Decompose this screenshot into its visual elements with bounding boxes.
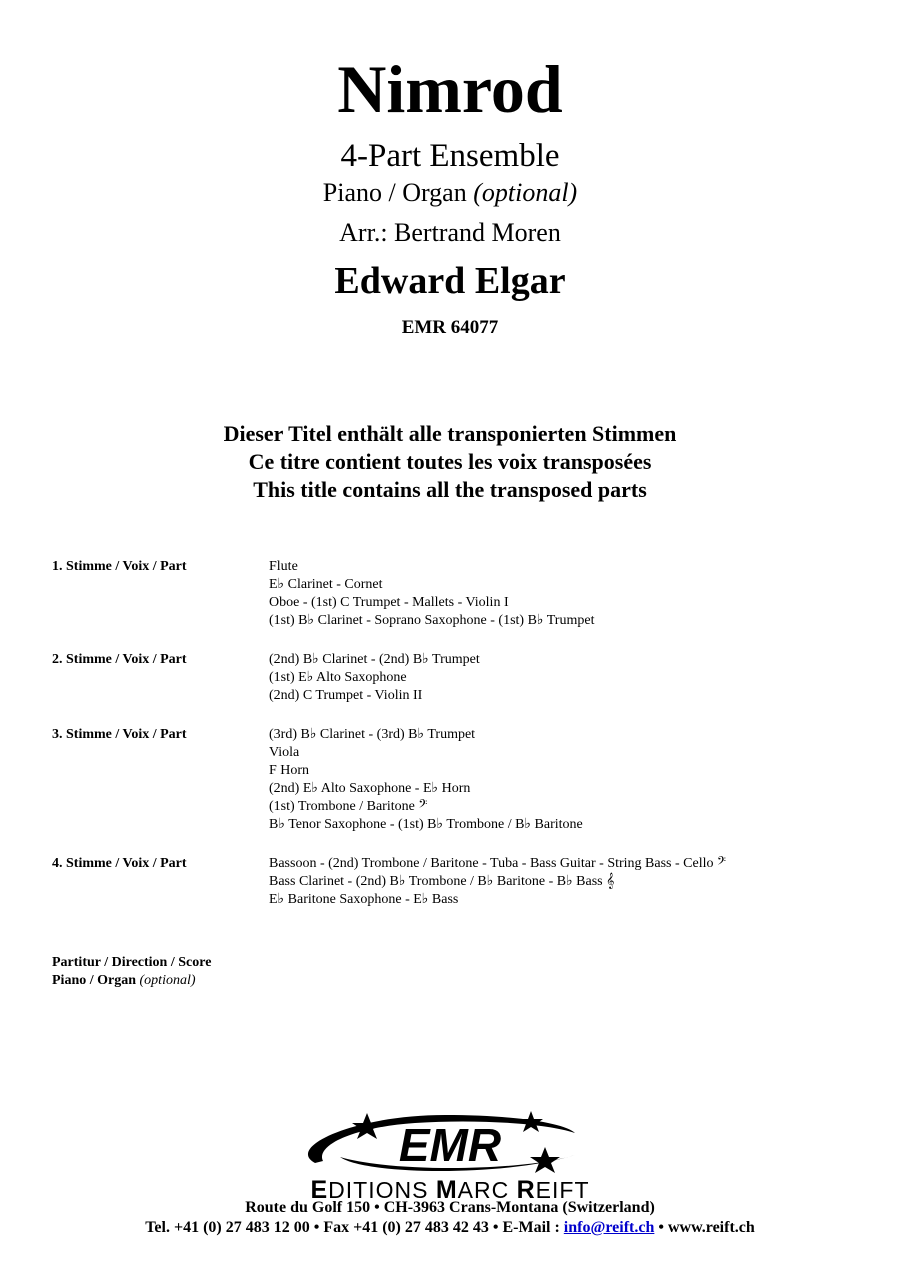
part-item: (2nd) E♭ Alto Saxophone - E♭ Horn: [269, 781, 471, 796]
part-group-2: [52, 651, 872, 705]
composer: Edward Elgar: [334, 260, 566, 302]
part-item: (1st) Trombone / Baritone 𝄢: [269, 799, 428, 814]
score-line: Partitur / Direction / Score: [52, 955, 212, 970]
part-item: F Horn: [269, 763, 310, 778]
score-info: [52, 954, 211, 990]
contact-website: • www.reift.ch: [654, 1219, 755, 1236]
score-piano-line: [52, 972, 211, 990]
notice-german: Dieser Titel enthält alle transponierten Stimmen: [223, 421, 677, 446]
part-item: (1st) B♭ Clarinet - Soprano Saxophone - (1st) B♭ Trumpet: [269, 613, 595, 628]
part-group-1: [52, 558, 872, 630]
arranger: Arr.: Bertrand Moren: [339, 218, 561, 247]
part-item: Viola: [269, 745, 300, 760]
part-item: E♭ Baritone Saxophone - E♭ Bass: [269, 892, 459, 907]
part-group-label: 3. Stimme / Voix / Part: [52, 727, 187, 742]
instrumentation: [0, 176, 900, 210]
notice-english: This title contains all the transposed parts: [253, 477, 647, 502]
notice-french: Ce titre contient toutes les voix transposées: [248, 449, 652, 474]
part-item: Bassoon - (2nd) Trombone / Baritone - Tuba - Bass Guitar - String Bass - Cello 𝄢: [269, 856, 726, 871]
part-item: (3rd) B♭ Clarinet - (3rd) B♭ Trumpet: [269, 727, 476, 742]
part-group-label: 1. Stimme / Voix / Part: [52, 559, 187, 574]
part-item: Oboe - (1st) C Trumpet - Mallets - Violin I: [269, 595, 509, 610]
logo-text: EMR: [398, 1119, 502, 1171]
email-link[interactable]: info@reift.ch: [563, 1219, 655, 1236]
instrumentation-optional: (optional): [473, 178, 578, 207]
part-group-label: 2. Stimme / Voix / Part: [52, 652, 187, 667]
page-title: Nimrod: [337, 51, 563, 127]
publisher-name: EDITIONS MARC REIFT: [310, 1176, 590, 1204]
publisher-address: Route du Golf 150 • CH-3963 Crans-Montana (Switzerland): [245, 1199, 655, 1216]
contact-phone-fax: Tel. +41 (0) 27 483 12 00 • Fax +41 (0) 27 483 42 43 • E-Mail :: [145, 1219, 564, 1236]
catalog-number: EMR 64077: [401, 317, 499, 338]
part-group-4: [52, 855, 872, 909]
part-group-label: 4. Stimme / Voix / Part: [52, 856, 187, 871]
part-item: (2nd) B♭ Clarinet - (2nd) B♭ Trumpet: [269, 652, 480, 667]
part-item: Bass Clarinet - (2nd) B♭ Trombone / B♭ Baritone - B♭ Bass 𝄞: [269, 874, 615, 889]
part-item: B♭ Tenor Saxophone - (1st) B♭ Trombone / B♭ Baritone: [269, 817, 583, 832]
part-item: (1st) E♭ Alto Saxophone: [269, 670, 407, 685]
part-group-3: [52, 726, 872, 834]
publisher-contact: [0, 1218, 900, 1238]
parts-list: [52, 558, 872, 930]
transposed-parts-notice: [0, 420, 900, 504]
instrumentation-text: Piano / Organ: [322, 178, 474, 207]
score-piano-text: Piano / Organ: [52, 973, 140, 988]
ensemble-subtitle: 4-Part Ensemble: [340, 138, 560, 174]
part-item: E♭ Clarinet - Cornet: [269, 577, 383, 592]
part-item: (2nd) C Trumpet - Violin II: [269, 688, 423, 703]
score-piano-optional: (optional): [139, 973, 196, 988]
part-item: Flute: [269, 559, 298, 574]
